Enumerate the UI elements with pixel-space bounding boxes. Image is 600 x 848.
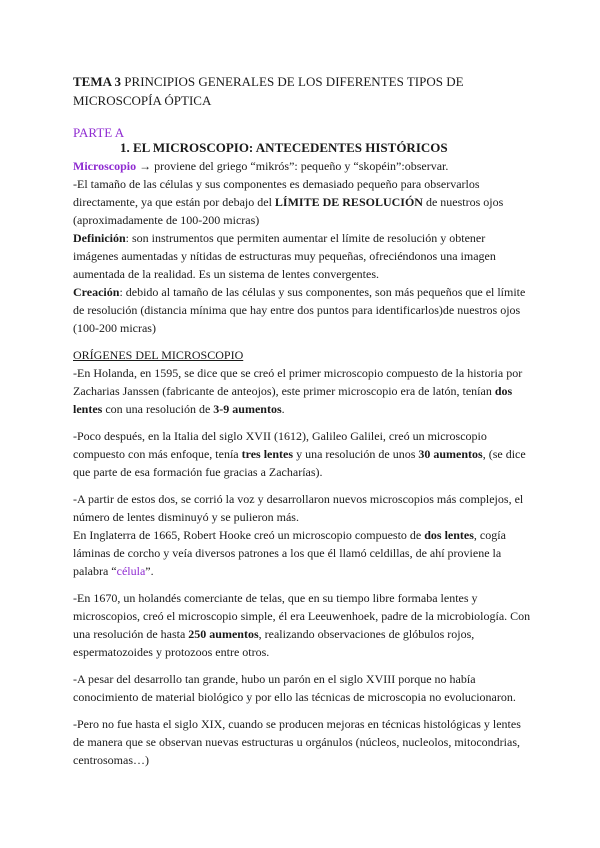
- paragraph-microscopio: [73, 157, 533, 175]
- hooke-text-c: , cogía láminas de corcho y veía diversos patrones a los que él llamó celdillas, de ahí proviene la palabra “: [73, 528, 506, 578]
- holanda-text-c: con una resolución de: [102, 402, 214, 416]
- term-microscopio: Microscopio: [73, 159, 137, 173]
- paragraph-partir: -A partir de estos dos, se corrió la voz y desarrollaron nuevos microscopios más complejos, el número de lentes disminuyó y se pulieron más.: [73, 492, 524, 524]
- creacion-text: : debido al tamaño de las células y sus componentes, son más pequeños que el límite de resolución (distancia mínima que hay entre dos puntos para identificarlos)de nuestros ojos (100-200 micras): [73, 285, 526, 335]
- title-text: PRINCIPIOS GENERALES DE LOS DIFERENTES TIPOS DE MICROSCOPÍA ÓPTICA: [73, 74, 464, 108]
- paragraph-galileo: [73, 427, 533, 481]
- paragraph-paron: -A pesar del desarrollo tan grande, hubo un parón en el siglo XVIII porque no había conocimiento de material biológico y por ello las técnicas de microscopia no evolucionaron.: [73, 672, 516, 704]
- hooke-text-e: ”.: [145, 564, 154, 578]
- definicion-text: : son instrumentos que permiten aumentar el límite de resolución y obtener imágenes aumentadas y nítidas de estructuras muy pequeñas, ofreciéndonos una imagen aumentada de la realidad. Es un sistema de lentes convergentes.: [73, 231, 496, 281]
- origins-heading: ORÍGENES DEL MICROSCOPIO: [73, 348, 244, 362]
- microscopio-text: → proviene del griego “mikrós”: pequeño y “skopéin”:observar.: [136, 159, 449, 173]
- size-text-c: de nuestros ojos (aproximadamente de 100-200 micras): [73, 195, 504, 227]
- paragraph-definicion: [73, 229, 533, 283]
- limite-resolucion: LÍMITE DE RESOLUCIÓN: [274, 195, 423, 209]
- leeuwenhoek-text-a: -En 1670, un holandés comerciante de telas, que en su tiempo libre formaba lentes y microscopios, creó el microscopio simple, él era Leeuwenhoek, padre de la microbiología. Con una resolución de hasta: [73, 591, 531, 641]
- hooke-celula: célula: [116, 564, 146, 578]
- paragraph-holanda: [73, 364, 533, 418]
- title-tema: TEMA 3: [73, 74, 122, 89]
- leeuwenhoek-aumentos: 250 aumentos: [188, 627, 259, 641]
- galileo-text-c: y una resolución de unos: [293, 447, 419, 461]
- paragraph-leeuwenhoek: [73, 589, 533, 661]
- term-creacion: Creación: [73, 285, 120, 299]
- paragraph-hooke: [73, 526, 533, 580]
- holanda-text-a: -En Holanda, en 1595, se dice que se creó el primer microscopio compuesto de la historia por Zacharias Janssen (fabricante de anteojos), este primer microscopio era de latón, tenían: [73, 366, 523, 398]
- paragraph-creacion: [73, 283, 533, 337]
- galileo-text-a: -Poco después, en la Italia del siglo XVII (1612), Galileo Galilei, creó un microscopio compuesto con más enfoque, tenía: [73, 429, 487, 461]
- leeuwenhoek-text-c: , realizando observaciones de glóbulos rojos, espermatozoides y protozoos entre otros.: [73, 627, 475, 659]
- paragraph-siglo-xix: -Pero no fue hasta el siglo XIX, cuando se producen mejoras en técnicas histológicas y lentes de manera que se observan nuevas estructuras u orgánulos (núcleos, nucleolos, mitocondrias, centrosomas…): [73, 717, 521, 767]
- page-title: [73, 72, 533, 110]
- part-heading: PARTE A: [73, 125, 125, 140]
- size-text-a: -El tamaño de las células y sus componentes es demasiado pequeño para observarlos directamente, ya que están por debajo del: [73, 177, 480, 209]
- hooke-text-a: En Inglaterra de 1665, Robert Hooke creó un microscopio compuesto de: [73, 528, 425, 542]
- holanda-text-e: .: [281, 402, 285, 416]
- galileo-text-e: , (se dice que parte de esa formación fue gracias a Zacharías).: [73, 447, 526, 479]
- galileo-tres-lentes: tres lentes: [241, 447, 294, 461]
- section-heading: 1. EL MICROSCOPIO: ANTECEDENTES HISTÓRICOS: [120, 140, 448, 155]
- term-definicion: Definición: [73, 231, 126, 245]
- hooke-dos-lentes: dos lentes: [424, 528, 474, 542]
- holanda-dos-lentes: dos lentes: [73, 384, 513, 416]
- paragraph-size: [73, 175, 533, 229]
- holanda-aumentos: 3-9 aumentos: [213, 402, 282, 416]
- galileo-aumentos: 30 aumentos: [418, 447, 483, 461]
